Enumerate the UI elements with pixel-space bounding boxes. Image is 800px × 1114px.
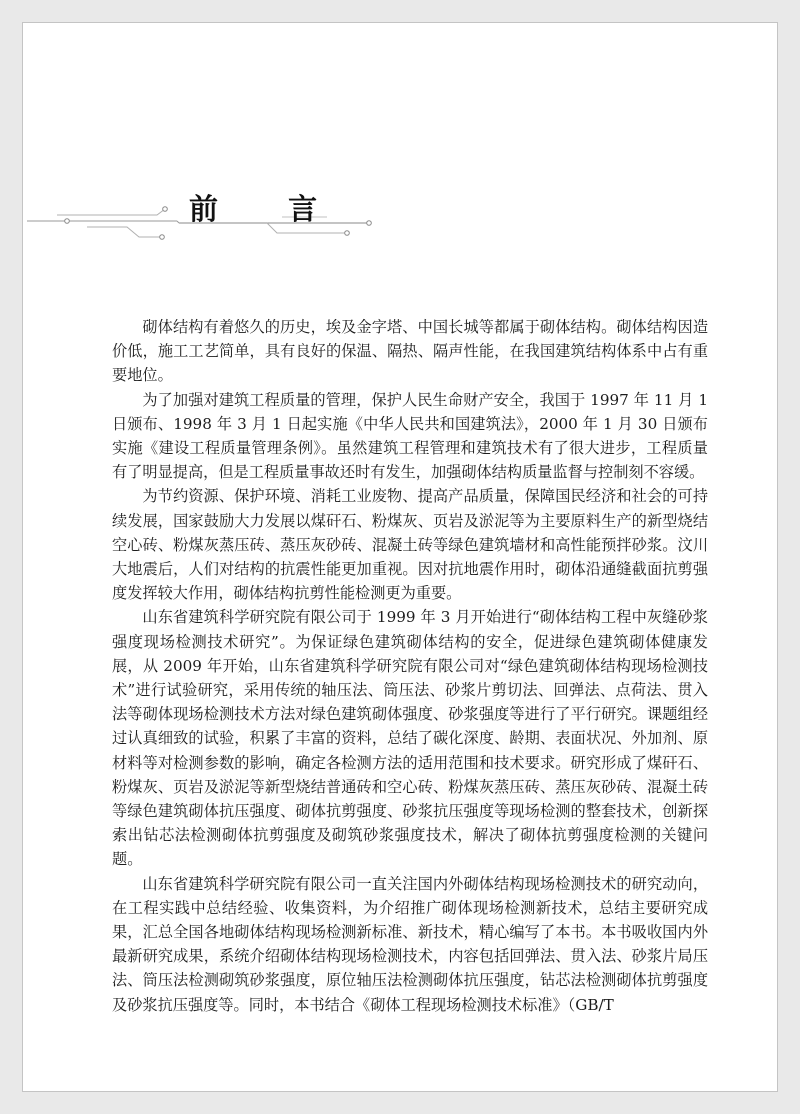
preface-body [112, 315, 708, 1017]
paragraph-4: 山东省建筑科学研究院有限公司于 1999 年 3 月开始进行“砌体结构工程中灰缝砂浆强度现场检测技术研究”。为保证绿色建筑砌体结构的安全，促进绿色建筑砌体健康发展，从 2009 年开始，山东省建筑科学研究院有限公司对“绿色建筑砌体结构现场检测技术”进行试验研究，采用传统的轴压法、筒压法、砂浆片剪切法、回弹法、点荷法、贯入法等砌体现场检测技术方法对绿色建筑砌体强度、砂浆强度等进行了平行研究。课题组经过认真细致的试验，积累了丰富的资料，总结了碳化深度、龄期、表面状况、外加剂、原材料等对检测参数的影响，确定各检测方法的适用范围和技术要求。研究形成了煤矸石、粉煤灰、页岩及淤泥等新型烧结普通砖和空心砖、粉煤灰蒸压砖、蒸压灰砂砖、混凝土砖等绿色建筑砌体抗压强度、砌体抗剪强度、砂浆抗压强度等现场检测的整套技术，创新探索出钻芯法检测砌体抗剪强度及砌筑砂浆强度技术，解决了砌体抗剪强度检测的关键问题。 [112, 608, 708, 869]
paragraph-5: 山东省建筑科学研究院有限公司一直关注国内外砌体结构现场检测技术的研究动向，在工程实践中总结经验、收集资料，为介绍推广砌体现场检测新技术，总结主要研究成果，汇总全国各地砌体结构现场检测新标准、新技术，精心编写了本书。本书吸收国内外最新研究成果，系统介绍砌体结构现场检测技术，内容包括回弹法、贯入法、砂浆片局压法、筒压法检测砌筑砂浆强度，原位轴压法检测砌体抗压强度，钻芯法检测砌体抗剪强度及砂浆抗压强度等。同时，本书结合《砌体工程现场检测技术标准》（GB/T [112, 874, 708, 1014]
paragraph-2: 为了加强对建筑工程质量的管理，保护人民生命财产安全，我国于 1997 年 11 月 1 日颁布、1998 年 3 月 1 日起实施《中华人民共和国建筑法》，2000 年 1 月 30 日颁布实施《建设工程质量管理条例》。虽然建筑工程管理和建筑技术有了很大进步，工程质量有了明显提高，但是工程质量事故还时有发生，加强砌体结构质量监督与控制刻不容缓。 [112, 390, 708, 482]
preface-heading: 前 言 [189, 192, 348, 226]
document-page [22, 22, 778, 1092]
paragraph-1: 砌体结构有着悠久的历史，埃及金字塔、中国长城等都属于砌体结构。砌体结构因造价低，施工工艺简单，具有良好的保温、隔热、隔声性能，在我国建筑结构体系中占有重要地位。 [112, 318, 708, 385]
paragraph-3: 为节约资源、保护环境、消耗工业废物、提高产品质量，保障国民经济和社会的可持续发展，国家鼓励大力发展以煤矸石、粉煤灰、页岩及淤泥等为主要原料生产的新型烧结空心砖、粉煤灰蒸压砖、蒸压灰砂砖、混凝土砖等绿色建筑墙材和高性能预拌砂浆。汶川大地震后，人们对结构的抗震性能更加重视。因对抗地震作用时，砌体沿通缝截面抗剪强度发挥较大作用，砌体结构抗剪性能检测更为重要。 [112, 487, 708, 603]
